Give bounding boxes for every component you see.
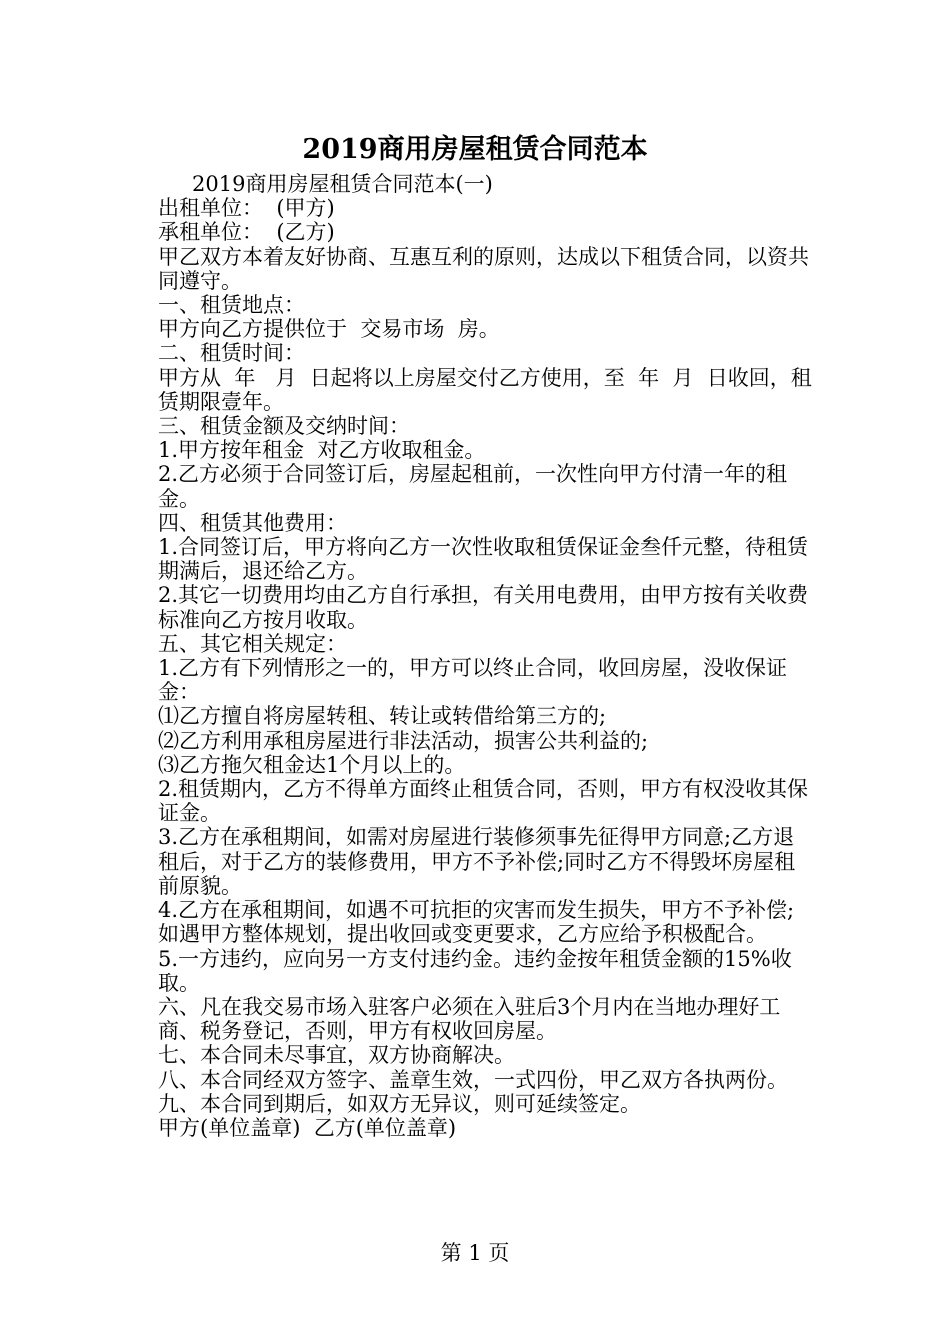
list-item: ⑵乙方利用承租房屋进行非法活动，损害公共利益的; <box>158 728 649 753</box>
section-heading: 三、租赁金额及交纳时间： <box>158 414 410 439</box>
paragraph: 1.乙方有下列情形之一的，甲方可以终止合同，收回房屋，没收保证金： <box>158 656 788 705</box>
paragraph: 3.乙方在承租期间，如需对房屋进行装修须事先征得甲方同意;乙方退租后，对于乙方的装修费用，甲方不予补偿;同时乙方不得毁坏房屋租前原貌。 <box>158 825 796 898</box>
section-heading: 四、租赁其他费用： <box>158 510 347 535</box>
signature-line: 甲方(单位盖章) 乙方(单位盖章) <box>158 1115 457 1140</box>
paragraph: 甲乙双方本着友好协商、互惠互利的原则，达成以下租赁合同，以资共同遵守。 <box>158 244 809 293</box>
paragraph: 1.甲方按年租金 对乙方收取租金。 <box>158 438 486 463</box>
section-heading: 一、租赁地点： <box>158 293 305 318</box>
paragraph: 2.其它一切费用均由乙方自行承担，有关用电费用，由甲方按有关收费标准向乙方按月收取。 <box>158 583 809 632</box>
document-title: 2019商用房屋租赁合同范本 <box>302 134 648 165</box>
paragraph: 承租单位： (乙方) <box>158 220 335 245</box>
paragraph: 2.租赁期内，乙方不得单方面终止租赁合同，否则，甲方有权没收其保证金。 <box>158 777 809 826</box>
section-heading: 七、本合同未尽事宜，双方协商解决。 <box>158 1043 515 1068</box>
section-heading: 二、租赁时间： <box>158 341 305 366</box>
document-subtitle: 2019商用房屋租赁合同范本(一) <box>192 172 493 196</box>
section-heading: 八、本合同经双方签字、盖章生效，一式四份，甲乙双方各执两份。 <box>158 1067 788 1092</box>
list-item: ⑶乙方拖欠租金达1个月以上的。 <box>158 752 466 777</box>
section-heading: 六、凡在我交易市场入驻客户必须在入驻后3个月内在当地办理好工商、税务登记，否则，甲方有权收回房屋。 <box>158 994 781 1044</box>
list-item: ⑴乙方擅自将房屋转租、转让或转借给第三方的; <box>158 704 607 729</box>
section-heading: 五、其它相关规定： <box>158 631 347 656</box>
paragraph: 甲方从 年 月 日起将以上房屋交付乙方使用，至 年 月 日收回，租赁期限壹年。 <box>158 365 812 414</box>
page-number: 第 1 页 <box>440 1241 510 1265</box>
paragraph: 甲方向乙方提供位于 交易市场 房。 <box>158 317 500 342</box>
document-body <box>144 172 812 1140</box>
section-heading: 九、本合同到期后，如双方无异议，则可延续签定。 <box>158 1091 641 1116</box>
paragraph: 1.合同签订后，甲方将向乙方一次性收取租赁保证金叁仟元整，待租赁期满后，退还给乙方。 <box>158 535 809 584</box>
paragraph: 2.乙方必须于合同签订后，房屋起租前，一次性向甲方付清一年的租金。 <box>158 462 788 511</box>
paragraph: 出租单位： (甲方) <box>158 196 335 221</box>
paragraph: 4.乙方在承租期间，如遇不可抗拒的灾害而发生损失，甲方不予补偿;如遇甲方整体规划，提出收回或变更要求，乙方应给予积极配合。 <box>158 898 795 947</box>
paragraph: 5.一方违约，应向另一方支付违约金。违约金按年租赁金额的15%收取。 <box>158 946 792 995</box>
